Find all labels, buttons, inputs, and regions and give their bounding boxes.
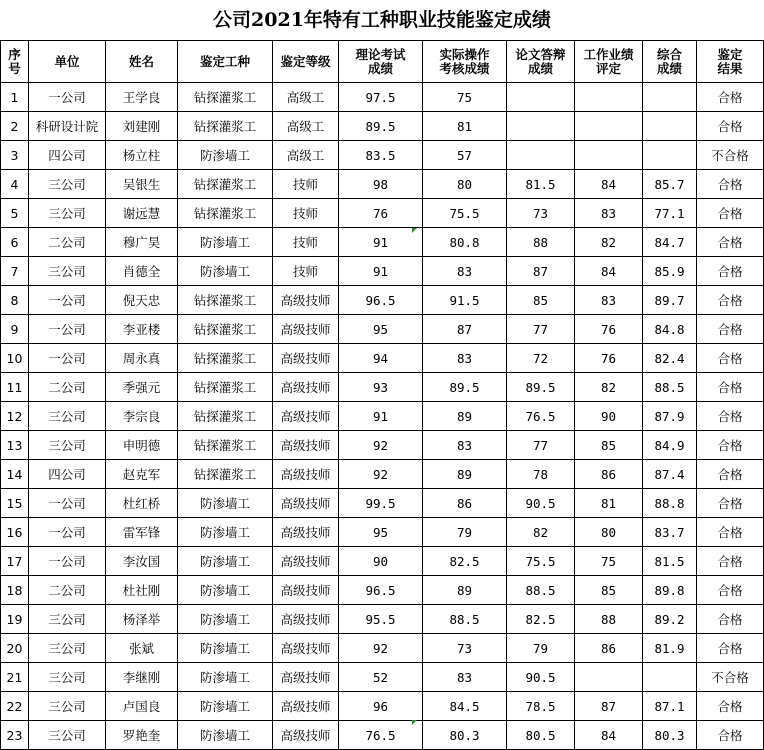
cell-col-practice[interactable]: 80.8 xyxy=(423,228,507,257)
cell-col-performance[interactable]: 84 xyxy=(575,721,643,750)
cell-col-unit[interactable]: 一公司 xyxy=(29,489,106,518)
cell-col-trade[interactable]: 钻探灌浆工 xyxy=(178,315,273,344)
cell-col-practice[interactable]: 89 xyxy=(423,576,507,605)
cell-col-overall[interactable]: 88.8 xyxy=(643,489,697,518)
cell-col-result[interactable]: 合格 xyxy=(697,402,764,431)
cell-col-level[interactable]: 高级技师 xyxy=(273,634,339,663)
cell-col-result[interactable]: 合格 xyxy=(697,228,764,257)
cell-col-practice[interactable]: 86 xyxy=(423,489,507,518)
cell-col-level[interactable]: 高级技师 xyxy=(273,576,339,605)
cell-col-theory[interactable]: 98 xyxy=(339,170,423,199)
cell-col-performance[interactable]: 85 xyxy=(575,431,643,460)
cell-col-practice[interactable]: 83 xyxy=(423,344,507,373)
cell-col-unit[interactable]: 三公司 xyxy=(29,431,106,460)
cell-col-level[interactable]: 高级工 xyxy=(273,141,339,170)
cell-col-trade[interactable]: 钻探灌浆工 xyxy=(178,286,273,315)
cell-col-result[interactable]: 不合格 xyxy=(697,141,764,170)
cell-col-overall[interactable]: 87.9 xyxy=(643,402,697,431)
cell-col-result[interactable]: 合格 xyxy=(697,315,764,344)
cell-col-theory[interactable]: 76.5 xyxy=(339,721,423,750)
cell-col-theory[interactable]: 95 xyxy=(339,518,423,547)
cell-col-level[interactable]: 技师 xyxy=(273,199,339,228)
table-row xyxy=(1,663,764,692)
cell-col-level[interactable]: 高级技师 xyxy=(273,286,339,315)
cell-col-theory[interactable]: 95.5 xyxy=(339,605,423,634)
cell-col-seq[interactable]: 1 xyxy=(1,83,29,112)
cell-col-performance[interactable]: 85 xyxy=(575,576,643,605)
cell-col-name[interactable]: 杜红桥 xyxy=(106,489,178,518)
cell-col-trade[interactable]: 钻探灌浆工 xyxy=(178,112,273,141)
cell-col-overall[interactable]: 81.9 xyxy=(643,634,697,663)
cell-col-thesis[interactable]: 77 xyxy=(507,431,575,460)
cell-col-trade[interactable]: 防渗墙工 xyxy=(178,547,273,576)
header-row xyxy=(1,41,764,83)
cell-col-seq[interactable]: 9 xyxy=(1,315,29,344)
cell-col-result[interactable]: 合格 xyxy=(697,518,764,547)
table-row xyxy=(1,315,764,344)
cell-col-seq[interactable]: 6 xyxy=(1,228,29,257)
cell-col-thesis[interactable]: 81.5 xyxy=(507,170,575,199)
cell-col-theory[interactable]: 93 xyxy=(339,373,423,402)
table-row xyxy=(1,83,764,112)
cell-col-theory[interactable]: 92 xyxy=(339,634,423,663)
cell-col-practice[interactable]: 91.5 xyxy=(423,286,507,315)
cell-col-thesis[interactable]: 77 xyxy=(507,315,575,344)
cell-col-theory[interactable]: 91 xyxy=(339,257,423,286)
cell-col-thesis[interactable]: 88 xyxy=(507,228,575,257)
cell-col-theory[interactable]: 76 xyxy=(339,199,423,228)
cell-col-result[interactable]: 合格 xyxy=(697,286,764,315)
cell-col-practice[interactable]: 88.5 xyxy=(423,605,507,634)
cell-col-trade[interactable]: 防渗墙工 xyxy=(178,634,273,663)
header-col-performance[interactable]: 工作业绩 评定 xyxy=(575,41,643,83)
cell-col-thesis[interactable] xyxy=(507,83,575,112)
cell-col-overall[interactable]: 84.7 xyxy=(643,228,697,257)
cell-col-thesis[interactable] xyxy=(507,112,575,141)
cell-col-practice[interactable]: 84.5 xyxy=(423,692,507,721)
table-body xyxy=(1,83,764,750)
cell-col-performance[interactable]: 75 xyxy=(575,547,643,576)
comment-marker-icon xyxy=(412,228,417,233)
cell-col-overall[interactable]: 89.2 xyxy=(643,605,697,634)
cell-col-practice[interactable]: 89 xyxy=(423,460,507,489)
cell-col-name[interactable]: 王学良 xyxy=(106,83,178,112)
cell-col-unit[interactable]: 一公司 xyxy=(29,547,106,576)
cell-col-level[interactable]: 高级工 xyxy=(273,112,339,141)
cell-col-level[interactable]: 高级技师 xyxy=(273,489,339,518)
cell-col-seq[interactable]: 22 xyxy=(1,692,29,721)
cell-col-thesis[interactable]: 88.5 xyxy=(507,576,575,605)
cell-col-result[interactable]: 合格 xyxy=(697,112,764,141)
cell-col-practice[interactable]: 82.5 xyxy=(423,547,507,576)
cell-col-overall[interactable]: 81.5 xyxy=(643,547,697,576)
cell-col-practice[interactable]: 89 xyxy=(423,402,507,431)
cell-col-level[interactable]: 技师 xyxy=(273,257,339,286)
cell-col-trade[interactable]: 钻探灌浆工 xyxy=(178,83,273,112)
cell-col-practice[interactable]: 89.5 xyxy=(423,373,507,402)
header-col-thesis[interactable]: 论文答辩 成绩 xyxy=(507,41,575,83)
cell-col-overall[interactable]: 84.8 xyxy=(643,315,697,344)
cell-col-practice[interactable]: 83 xyxy=(423,431,507,460)
cell-col-seq[interactable]: 18 xyxy=(1,576,29,605)
cell-col-overall[interactable]: 87.4 xyxy=(643,460,697,489)
cell-col-thesis[interactable]: 78.5 xyxy=(507,692,575,721)
table-row xyxy=(1,141,764,170)
cell-col-seq[interactable]: 15 xyxy=(1,489,29,518)
cell-col-overall[interactable]: 80.3 xyxy=(643,721,697,750)
cell-col-thesis[interactable]: 90.5 xyxy=(507,663,575,692)
cell-col-trade[interactable]: 防渗墙工 xyxy=(178,228,273,257)
cell-col-overall[interactable]: 89.7 xyxy=(643,286,697,315)
cell-col-unit[interactable]: 三公司 xyxy=(29,663,106,692)
cell-col-theory[interactable]: 83.5 xyxy=(339,141,423,170)
cell-col-seq[interactable]: 21 xyxy=(1,663,29,692)
cell-col-unit[interactable]: 一公司 xyxy=(29,315,106,344)
cell-col-name[interactable]: 杜社刚 xyxy=(106,576,178,605)
cell-col-seq[interactable]: 12 xyxy=(1,402,29,431)
cell-col-practice[interactable]: 57 xyxy=(423,141,507,170)
cell-col-overall[interactable] xyxy=(643,83,697,112)
cell-col-level[interactable]: 高级技师 xyxy=(273,721,339,750)
cell-col-trade[interactable]: 钻探灌浆工 xyxy=(178,344,273,373)
table-row xyxy=(1,547,764,576)
cell-col-performance[interactable]: 88 xyxy=(575,605,643,634)
table-row xyxy=(1,373,764,402)
cell-col-seq[interactable]: 16 xyxy=(1,518,29,547)
cell-col-practice[interactable]: 73 xyxy=(423,634,507,663)
cell-col-overall[interactable] xyxy=(643,112,697,141)
cell-col-name[interactable]: 李宗良 xyxy=(106,402,178,431)
cell-col-unit[interactable]: 一公司 xyxy=(29,286,106,315)
cell-col-thesis[interactable]: 82 xyxy=(507,518,575,547)
cell-col-practice[interactable]: 80 xyxy=(423,170,507,199)
cell-col-trade[interactable]: 钻探灌浆工 xyxy=(178,170,273,199)
table-row xyxy=(1,721,764,750)
header-col-name[interactable]: 姓名 xyxy=(106,41,178,83)
cell-col-trade[interactable]: 防渗墙工 xyxy=(178,576,273,605)
cell-col-practice[interactable]: 75.5 xyxy=(423,199,507,228)
cell-col-unit[interactable]: 一公司 xyxy=(29,518,106,547)
table-row xyxy=(1,344,764,373)
cell-col-unit[interactable]: 三公司 xyxy=(29,402,106,431)
cell-col-thesis[interactable]: 89.5 xyxy=(507,373,575,402)
cell-col-result[interactable]: 合格 xyxy=(697,344,764,373)
cell-col-overall[interactable] xyxy=(643,141,697,170)
score-table xyxy=(0,40,764,750)
cell-col-trade[interactable]: 钻探灌浆工 xyxy=(178,373,273,402)
cell-col-level[interactable]: 高级技师 xyxy=(273,373,339,402)
cell-col-performance[interactable] xyxy=(575,663,643,692)
cell-col-name[interactable]: 赵克军 xyxy=(106,460,178,489)
cell-col-seq[interactable]: 7 xyxy=(1,257,29,286)
cell-col-trade[interactable]: 钻探灌浆工 xyxy=(178,199,273,228)
cell-col-thesis[interactable]: 72 xyxy=(507,344,575,373)
cell-col-level[interactable]: 高级工 xyxy=(273,83,339,112)
cell-col-unit[interactable]: 三公司 xyxy=(29,199,106,228)
cell-col-theory[interactable]: 92 xyxy=(339,460,423,489)
cell-col-overall[interactable]: 88.5 xyxy=(643,373,697,402)
cell-col-seq[interactable]: 23 xyxy=(1,721,29,750)
table-row xyxy=(1,170,764,199)
cell-col-performance[interactable]: 81 xyxy=(575,489,643,518)
cell-col-level[interactable]: 高级技师 xyxy=(273,663,339,692)
cell-col-level[interactable]: 高级技师 xyxy=(273,315,339,344)
cell-col-name[interactable]: 杨立柱 xyxy=(106,141,178,170)
cell-col-seq[interactable]: 20 xyxy=(1,634,29,663)
cell-col-overall[interactable]: 85.7 xyxy=(643,170,697,199)
cell-col-performance[interactable]: 83 xyxy=(575,286,643,315)
cell-col-name[interactable]: 倪天忠 xyxy=(106,286,178,315)
cell-col-practice[interactable]: 75 xyxy=(423,83,507,112)
cell-col-overall[interactable]: 87.1 xyxy=(643,692,697,721)
cell-col-level[interactable]: 高级技师 xyxy=(273,402,339,431)
cell-col-result[interactable]: 合格 xyxy=(697,721,764,750)
cell-col-name[interactable]: 张斌 xyxy=(106,634,178,663)
cell-col-level[interactable]: 高级技师 xyxy=(273,518,339,547)
header-col-theory[interactable]: 理论考试 成绩 xyxy=(339,41,423,83)
cell-col-unit[interactable]: 三公司 xyxy=(29,605,106,634)
cell-col-performance[interactable]: 87 xyxy=(575,692,643,721)
cell-col-seq[interactable]: 17 xyxy=(1,547,29,576)
cell-col-overall[interactable] xyxy=(643,663,697,692)
table-row xyxy=(1,112,764,141)
cell-col-seq[interactable]: 10 xyxy=(1,344,29,373)
cell-col-level[interactable]: 高级技师 xyxy=(273,605,339,634)
cell-col-name[interactable]: 谢远慧 xyxy=(106,199,178,228)
header-col-level[interactable]: 鉴定等级 xyxy=(273,41,339,83)
cell-col-unit[interactable]: 三公司 xyxy=(29,257,106,286)
header-col-overall[interactable]: 综合 成绩 xyxy=(643,41,697,83)
cell-col-trade[interactable]: 防渗墙工 xyxy=(178,141,273,170)
cell-col-overall[interactable]: 84.9 xyxy=(643,431,697,460)
cell-col-result[interactable]: 合格 xyxy=(697,634,764,663)
header-col-seq[interactable]: 序 号 xyxy=(1,41,29,83)
cell-col-theory[interactable]: 89.5 xyxy=(339,112,423,141)
cell-col-overall[interactable]: 83.7 xyxy=(643,518,697,547)
cell-col-unit[interactable]: 二公司 xyxy=(29,228,106,257)
cell-col-result[interactable]: 合格 xyxy=(697,460,764,489)
cell-col-trade[interactable]: 钻探灌浆工 xyxy=(178,431,273,460)
cell-col-thesis[interactable]: 73 xyxy=(507,199,575,228)
cell-col-seq[interactable]: 5 xyxy=(1,199,29,228)
table-row xyxy=(1,199,764,228)
cell-col-trade[interactable]: 防渗墙工 xyxy=(178,692,273,721)
cell-col-name[interactable]: 刘建刚 xyxy=(106,112,178,141)
cell-col-unit[interactable]: 三公司 xyxy=(29,170,106,199)
table-row xyxy=(1,402,764,431)
cell-col-level[interactable]: 高级技师 xyxy=(273,547,339,576)
cell-col-practice[interactable]: 80.3 xyxy=(423,721,507,750)
cell-col-overall[interactable]: 85.9 xyxy=(643,257,697,286)
cell-col-thesis[interactable]: 90.5 xyxy=(507,489,575,518)
cell-col-performance[interactable] xyxy=(575,141,643,170)
cell-col-unit[interactable]: 四公司 xyxy=(29,141,106,170)
cell-col-seq[interactable]: 3 xyxy=(1,141,29,170)
cell-col-practice[interactable]: 83 xyxy=(423,663,507,692)
cell-col-level[interactable]: 高级技师 xyxy=(273,344,339,373)
cell-col-thesis[interactable]: 87 xyxy=(507,257,575,286)
cell-col-thesis[interactable]: 78 xyxy=(507,460,575,489)
cell-col-theory[interactable]: 90 xyxy=(339,547,423,576)
cell-col-result[interactable]: 合格 xyxy=(697,605,764,634)
cell-col-name[interactable]: 罗艳奎 xyxy=(106,721,178,750)
cell-col-result[interactable]: 合格 xyxy=(697,547,764,576)
cell-col-result[interactable]: 合格 xyxy=(697,431,764,460)
cell-col-performance[interactable] xyxy=(575,83,643,112)
cell-col-theory[interactable]: 96.5 xyxy=(339,286,423,315)
cell-col-performance[interactable]: 84 xyxy=(575,170,643,199)
table-row xyxy=(1,605,764,634)
cell-col-theory[interactable]: 94 xyxy=(339,344,423,373)
header-col-result[interactable]: 鉴定 结果 xyxy=(697,41,764,83)
table-row xyxy=(1,692,764,721)
cell-col-overall[interactable]: 77.1 xyxy=(643,199,697,228)
cell-col-name[interactable]: 李亚楼 xyxy=(106,315,178,344)
cell-col-thesis[interactable]: 82.5 xyxy=(507,605,575,634)
cell-col-unit[interactable]: 二公司 xyxy=(29,576,106,605)
cell-col-overall[interactable]: 82.4 xyxy=(643,344,697,373)
cell-col-name[interactable]: 李汝国 xyxy=(106,547,178,576)
cell-col-performance[interactable]: 82 xyxy=(575,228,643,257)
cell-col-unit[interactable]: 三公司 xyxy=(29,692,106,721)
cell-col-performance[interactable]: 80 xyxy=(575,518,643,547)
cell-col-unit[interactable]: 二公司 xyxy=(29,373,106,402)
cell-col-practice[interactable]: 83 xyxy=(423,257,507,286)
cell-col-performance[interactable]: 90 xyxy=(575,402,643,431)
cell-col-name[interactable]: 申明德 xyxy=(106,431,178,460)
cell-col-overall[interactable]: 89.8 xyxy=(643,576,697,605)
table-row xyxy=(1,431,764,460)
cell-col-theory[interactable]: 52 xyxy=(339,663,423,692)
cell-col-performance[interactable]: 76 xyxy=(575,315,643,344)
cell-col-result[interactable]: 合格 xyxy=(697,373,764,402)
cell-col-trade[interactable]: 钻探灌浆工 xyxy=(178,460,273,489)
table-row xyxy=(1,228,764,257)
cell-col-theory[interactable]: 95 xyxy=(339,315,423,344)
cell-col-performance[interactable]: 86 xyxy=(575,460,643,489)
cell-col-thesis[interactable]: 80.5 xyxy=(507,721,575,750)
cell-col-seq[interactable]: 2 xyxy=(1,112,29,141)
cell-col-theory[interactable]: 97.5 xyxy=(339,83,423,112)
cell-col-theory[interactable]: 91 xyxy=(339,228,423,257)
cell-col-performance[interactable]: 82 xyxy=(575,373,643,402)
cell-col-result[interactable]: 合格 xyxy=(697,170,764,199)
cell-col-thesis[interactable]: 85 xyxy=(507,286,575,315)
cell-col-level[interactable]: 技师 xyxy=(273,170,339,199)
cell-col-name[interactable]: 李继刚 xyxy=(106,663,178,692)
cell-col-level[interactable]: 技师 xyxy=(273,228,339,257)
cell-col-performance[interactable]: 84 xyxy=(575,257,643,286)
cell-col-name[interactable]: 周永真 xyxy=(106,344,178,373)
cell-col-name[interactable]: 雷军锋 xyxy=(106,518,178,547)
cell-col-thesis[interactable]: 79 xyxy=(507,634,575,663)
cell-col-seq[interactable]: 11 xyxy=(1,373,29,402)
cell-col-result[interactable]: 合格 xyxy=(697,257,764,286)
cell-col-unit[interactable]: 科研设计院 xyxy=(29,112,106,141)
cell-col-name[interactable]: 季强元 xyxy=(106,373,178,402)
cell-col-result[interactable]: 不合格 xyxy=(697,663,764,692)
comment-marker-icon xyxy=(412,720,417,725)
cell-col-theory[interactable]: 96 xyxy=(339,692,423,721)
table-row xyxy=(1,257,764,286)
cell-col-thesis[interactable]: 75.5 xyxy=(507,547,575,576)
cell-col-seq[interactable]: 13 xyxy=(1,431,29,460)
cell-col-level[interactable]: 高级技师 xyxy=(273,692,339,721)
cell-col-name[interactable]: 穆广昊 xyxy=(106,228,178,257)
cell-col-level[interactable]: 高级技师 xyxy=(273,431,339,460)
cell-col-trade[interactable]: 防渗墙工 xyxy=(178,518,273,547)
cell-col-practice[interactable]: 79 xyxy=(423,518,507,547)
cell-col-thesis[interactable]: 76.5 xyxy=(507,402,575,431)
cell-col-unit[interactable]: 四公司 xyxy=(29,460,106,489)
cell-col-practice[interactable]: 87 xyxy=(423,315,507,344)
header-col-practice[interactable]: 实际操作 考核成绩 xyxy=(423,41,507,83)
cell-col-trade[interactable]: 钻探灌浆工 xyxy=(178,402,273,431)
cell-col-trade[interactable]: 防渗墙工 xyxy=(178,721,273,750)
cell-col-unit[interactable]: 一公司 xyxy=(29,344,106,373)
cell-col-practice[interactable]: 81 xyxy=(423,112,507,141)
cell-col-unit[interactable]: 三公司 xyxy=(29,721,106,750)
cell-col-performance[interactable]: 76 xyxy=(575,344,643,373)
cell-col-performance[interactable] xyxy=(575,112,643,141)
cell-col-seq[interactable]: 8 xyxy=(1,286,29,315)
table-row xyxy=(1,576,764,605)
cell-col-unit[interactable]: 一公司 xyxy=(29,83,106,112)
sheet-title: 公司2021年特有工种职业技能鉴定成绩 xyxy=(213,9,551,31)
cell-col-trade[interactable]: 防渗墙工 xyxy=(178,663,273,692)
cell-col-result[interactable]: 合格 xyxy=(697,489,764,518)
cell-col-result[interactable]: 合格 xyxy=(697,199,764,228)
table-row xyxy=(1,518,764,547)
cell-col-theory[interactable]: 92 xyxy=(339,431,423,460)
cell-col-seq[interactable]: 4 xyxy=(1,170,29,199)
table-row xyxy=(1,286,764,315)
cell-col-performance[interactable]: 86 xyxy=(575,634,643,663)
cell-col-thesis[interactable] xyxy=(507,141,575,170)
cell-col-trade[interactable]: 防渗墙工 xyxy=(178,257,273,286)
cell-col-seq[interactable]: 14 xyxy=(1,460,29,489)
cell-col-trade[interactable]: 防渗墙工 xyxy=(178,489,273,518)
header-col-trade[interactable]: 鉴定工种 xyxy=(178,41,273,83)
cell-col-performance[interactable]: 83 xyxy=(575,199,643,228)
cell-col-name[interactable]: 吴银生 xyxy=(106,170,178,199)
cell-col-name[interactable]: 卢国良 xyxy=(106,692,178,721)
header-col-unit[interactable]: 单位 xyxy=(29,41,106,83)
table-row xyxy=(1,634,764,663)
table-row xyxy=(1,489,764,518)
cell-col-seq[interactable]: 19 xyxy=(1,605,29,634)
cell-col-name[interactable]: 肖德全 xyxy=(106,257,178,286)
cell-col-result[interactable]: 合格 xyxy=(697,83,764,112)
cell-col-level[interactable]: 高级技师 xyxy=(273,460,339,489)
cell-col-result[interactable]: 合格 xyxy=(697,576,764,605)
cell-col-unit[interactable]: 三公司 xyxy=(29,634,106,663)
table-row xyxy=(1,460,764,489)
cell-col-trade[interactable]: 防渗墙工 xyxy=(178,605,273,634)
cell-col-theory[interactable]: 99.5 xyxy=(339,489,423,518)
cell-col-theory[interactable]: 96.5 xyxy=(339,576,423,605)
cell-col-result[interactable]: 合格 xyxy=(697,692,764,721)
cell-col-theory[interactable]: 91 xyxy=(339,402,423,431)
cell-col-name[interactable]: 杨泽举 xyxy=(106,605,178,634)
